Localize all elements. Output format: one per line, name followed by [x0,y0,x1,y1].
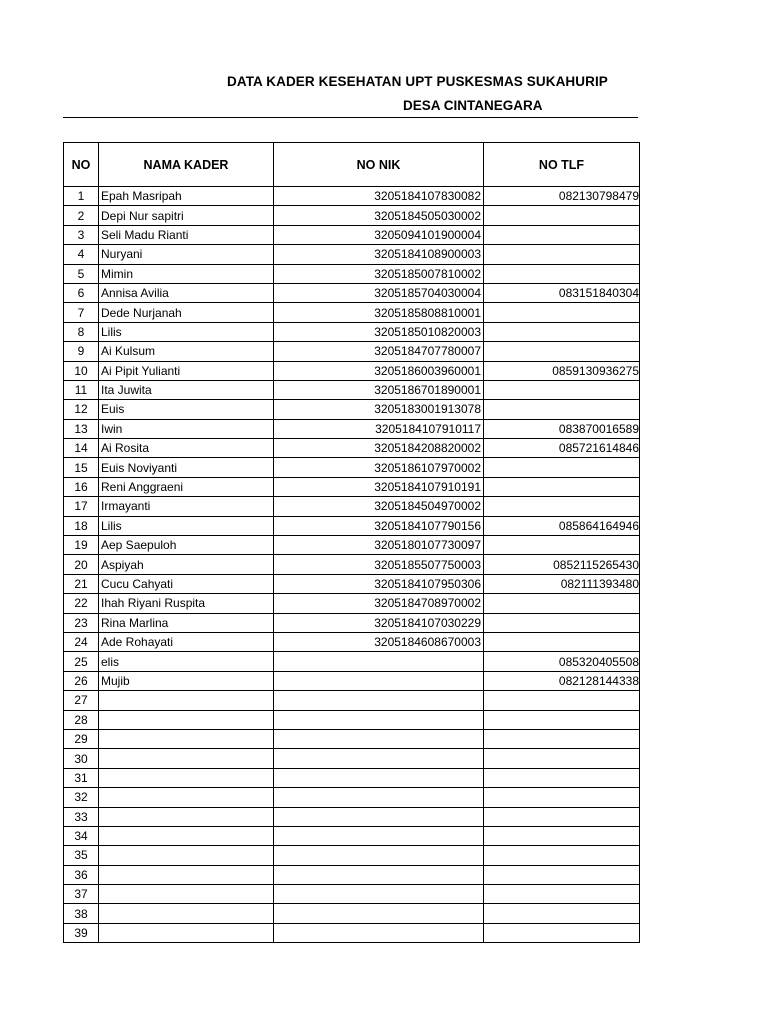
kader-name-cell: Epah Masripah [99,187,274,206]
row-number: 3 [64,225,99,244]
kader-name-cell [99,691,274,710]
phone-cell [484,923,640,942]
title-divider [63,117,638,118]
nik-cell: 3205180107730097 [274,536,484,555]
table-row [64,303,640,322]
nik-cell: 3205185808810001 [274,303,484,322]
kader-name-cell: Ita Juwita [99,380,274,399]
table-row [64,419,640,438]
row-number: 11 [64,380,99,399]
table-row [64,187,640,206]
phone-cell [484,846,640,865]
table-row [64,361,640,380]
row-number: 9 [64,342,99,361]
kader-name-cell: elis [99,652,274,671]
phone-cell: 082128144338 [484,671,640,690]
row-number: 21 [64,574,99,593]
kader-name-cell [99,846,274,865]
table-row [64,342,640,361]
row-number: 27 [64,691,99,710]
table-row [64,846,640,865]
row-number: 35 [64,846,99,865]
kader-name-cell: Ihah Riyani Ruspita [99,594,274,613]
kader-name-cell: Nuryani [99,245,274,264]
row-number: 8 [64,322,99,341]
table-row [64,400,640,419]
phone-cell [484,342,640,361]
table-row [64,613,640,632]
phone-cell [484,536,640,555]
nik-cell [274,826,484,845]
phone-cell [484,885,640,904]
phone-cell [484,749,640,768]
nik-cell [274,768,484,787]
row-number: 33 [64,807,99,826]
phone-cell [484,807,640,826]
kader-name-cell: Ai Rosita [99,439,274,458]
document-subtitle: DESA CINTANEGARA [403,98,543,113]
table-row [64,904,640,923]
nik-cell: 3205184108900003 [274,245,484,264]
table-row [64,729,640,748]
phone-cell [484,826,640,845]
phone-cell [484,225,640,244]
header-no: NO [64,143,99,187]
kader-name-cell: Aep Saepuloh [99,536,274,555]
kader-name-cell: Mimin [99,264,274,283]
nik-cell [274,923,484,942]
kader-name-cell [99,885,274,904]
table-row [64,749,640,768]
nik-cell [274,729,484,748]
table-row [64,380,640,399]
row-number: 18 [64,516,99,535]
phone-cell [484,865,640,884]
row-number: 22 [64,594,99,613]
nik-cell [274,904,484,923]
nik-cell: 3205185507750003 [274,555,484,574]
table-row [64,768,640,787]
nik-cell [274,671,484,690]
row-number: 31 [64,768,99,787]
table-row [64,865,640,884]
row-number: 36 [64,865,99,884]
phone-cell: 083151840304 [484,283,640,302]
nik-cell [274,788,484,807]
nik-cell: 3205185007810002 [274,264,484,283]
nik-cell: 3205185010820003 [274,322,484,341]
kader-name-cell [99,865,274,884]
phone-cell [484,729,640,748]
nik-cell: 3205094101900004 [274,225,484,244]
table-row [64,477,640,496]
table-row [64,283,640,302]
kader-name-cell: Lilis [99,322,274,341]
kader-name-cell: Reni Anggraeni [99,477,274,496]
phone-cell [484,613,640,632]
phone-cell: 082111393480 [484,574,640,593]
table-row [64,322,640,341]
kader-name-cell [99,729,274,748]
row-number: 13 [64,419,99,438]
header-no-tlf: NO TLF [484,143,640,187]
header-row [64,143,640,187]
table-row [64,264,640,283]
row-number: 20 [64,555,99,574]
table-row [64,574,640,593]
nik-cell: 3205184505030002 [274,206,484,225]
row-number: 19 [64,536,99,555]
row-number: 14 [64,439,99,458]
phone-cell [484,497,640,516]
row-number: 7 [64,303,99,322]
row-number: 29 [64,729,99,748]
nik-cell: 3205184107910117 [274,419,484,438]
nik-cell: 3205186107970002 [274,458,484,477]
kader-name-cell: Euis Noviyanti [99,458,274,477]
table-row [64,691,640,710]
header-no-nik: NO NIK [274,143,484,187]
phone-cell [484,264,640,283]
nik-cell: 3205185704030004 [274,283,484,302]
phone-cell [484,710,640,729]
row-number: 30 [64,749,99,768]
row-number: 26 [64,671,99,690]
row-number: 25 [64,652,99,671]
phone-cell [484,400,640,419]
kader-name-cell: Iwin [99,419,274,438]
kader-name-cell [99,904,274,923]
kader-name-cell: Cucu Cahyati [99,574,274,593]
nik-cell: 3205183001913078 [274,400,484,419]
table-row [64,652,640,671]
nik-cell: 3205184208820002 [274,439,484,458]
header-nama-kader: NAMA KADER [99,143,274,187]
row-number: 34 [64,826,99,845]
row-number: 1 [64,187,99,206]
table-row [64,245,640,264]
phone-cell [484,632,640,651]
nik-cell [274,749,484,768]
table-row [64,497,640,516]
row-number: 28 [64,710,99,729]
phone-cell [484,788,640,807]
table-row [64,439,640,458]
table-row [64,710,640,729]
table-row [64,923,640,942]
nik-cell [274,691,484,710]
phone-cell: 0852115265430 [484,555,640,574]
nik-cell: 3205184107950306 [274,574,484,593]
nik-cell [274,865,484,884]
phone-cell [484,245,640,264]
kader-name-cell: Annisa Avilia [99,283,274,302]
row-number: 38 [64,904,99,923]
phone-cell [484,768,640,787]
kader-name-cell: Dede Nurjanah [99,303,274,322]
phone-cell [484,206,640,225]
phone-cell: 083870016589 [484,419,640,438]
table-row [64,788,640,807]
nik-cell: 3205184107790156 [274,516,484,535]
phone-cell [484,303,640,322]
table-row [64,536,640,555]
kader-name-cell [99,768,274,787]
kader-name-cell [99,923,274,942]
kader-name-cell [99,710,274,729]
phone-cell: 082130798479 [484,187,640,206]
kader-name-cell: Ade Rohayati [99,632,274,651]
kader-name-cell: Aspiyah [99,555,274,574]
table-row [64,458,640,477]
table-row [64,671,640,690]
kader-name-cell [99,807,274,826]
nik-cell: 3205184707780007 [274,342,484,361]
table-row [64,594,640,613]
nik-cell [274,710,484,729]
phone-cell [484,458,640,477]
phone-cell [484,594,640,613]
table-header [64,143,640,187]
nik-cell [274,807,484,826]
nik-cell: 3205186701890001 [274,380,484,399]
row-number: 5 [64,264,99,283]
nik-cell: 3205184708970002 [274,594,484,613]
table-row [64,632,640,651]
nik-cell: 3205184107830082 [274,187,484,206]
document-title: DATA KADER KESEHATAN UPT PUSKESMAS SUKAHURIP [227,74,608,89]
phone-cell [484,691,640,710]
row-number: 6 [64,283,99,302]
kader-name-cell: Rina Marlina [99,613,274,632]
nik-cell: 3205184504970002 [274,497,484,516]
table-row [64,516,640,535]
kader-name-cell [99,788,274,807]
phone-cell: 085320405508 [484,652,640,671]
table-body [64,187,640,943]
kader-name-cell [99,826,274,845]
phone-cell [484,477,640,496]
kader-name-cell: Euis [99,400,274,419]
row-number: 17 [64,497,99,516]
nik-cell: 3205184107910191 [274,477,484,496]
nik-cell [274,846,484,865]
table-row [64,885,640,904]
phone-cell: 0859130936275 [484,361,640,380]
table-row [64,225,640,244]
table-row [64,206,640,225]
kader-name-cell: Lilis [99,516,274,535]
table-row [64,555,640,574]
row-number: 2 [64,206,99,225]
phone-cell [484,380,640,399]
row-number: 15 [64,458,99,477]
table-row [64,807,640,826]
kader-name-cell: Ai Kulsum [99,342,274,361]
nik-cell [274,652,484,671]
kader-name-cell: Seli Madu Rianti [99,225,274,244]
row-number: 23 [64,613,99,632]
phone-cell [484,322,640,341]
phone-cell: 085864164946 [484,516,640,535]
kader-table [63,142,640,943]
phone-cell: 085721614846 [484,439,640,458]
row-number: 16 [64,477,99,496]
kader-name-cell: Mujib [99,671,274,690]
table-row [64,826,640,845]
kader-name-cell [99,749,274,768]
nik-cell: 3205184608670003 [274,632,484,651]
nik-cell [274,885,484,904]
kader-name-cell: Ai Pipit Yulianti [99,361,274,380]
nik-cell: 3205184107030229 [274,613,484,632]
row-number: 24 [64,632,99,651]
phone-cell [484,904,640,923]
row-number: 39 [64,923,99,942]
row-number: 10 [64,361,99,380]
row-number: 12 [64,400,99,419]
row-number: 4 [64,245,99,264]
kader-name-cell: Irmayanti [99,497,274,516]
row-number: 32 [64,788,99,807]
nik-cell: 3205186003960001 [274,361,484,380]
row-number: 37 [64,885,99,904]
kader-name-cell: Depi Nur sapitri [99,206,274,225]
